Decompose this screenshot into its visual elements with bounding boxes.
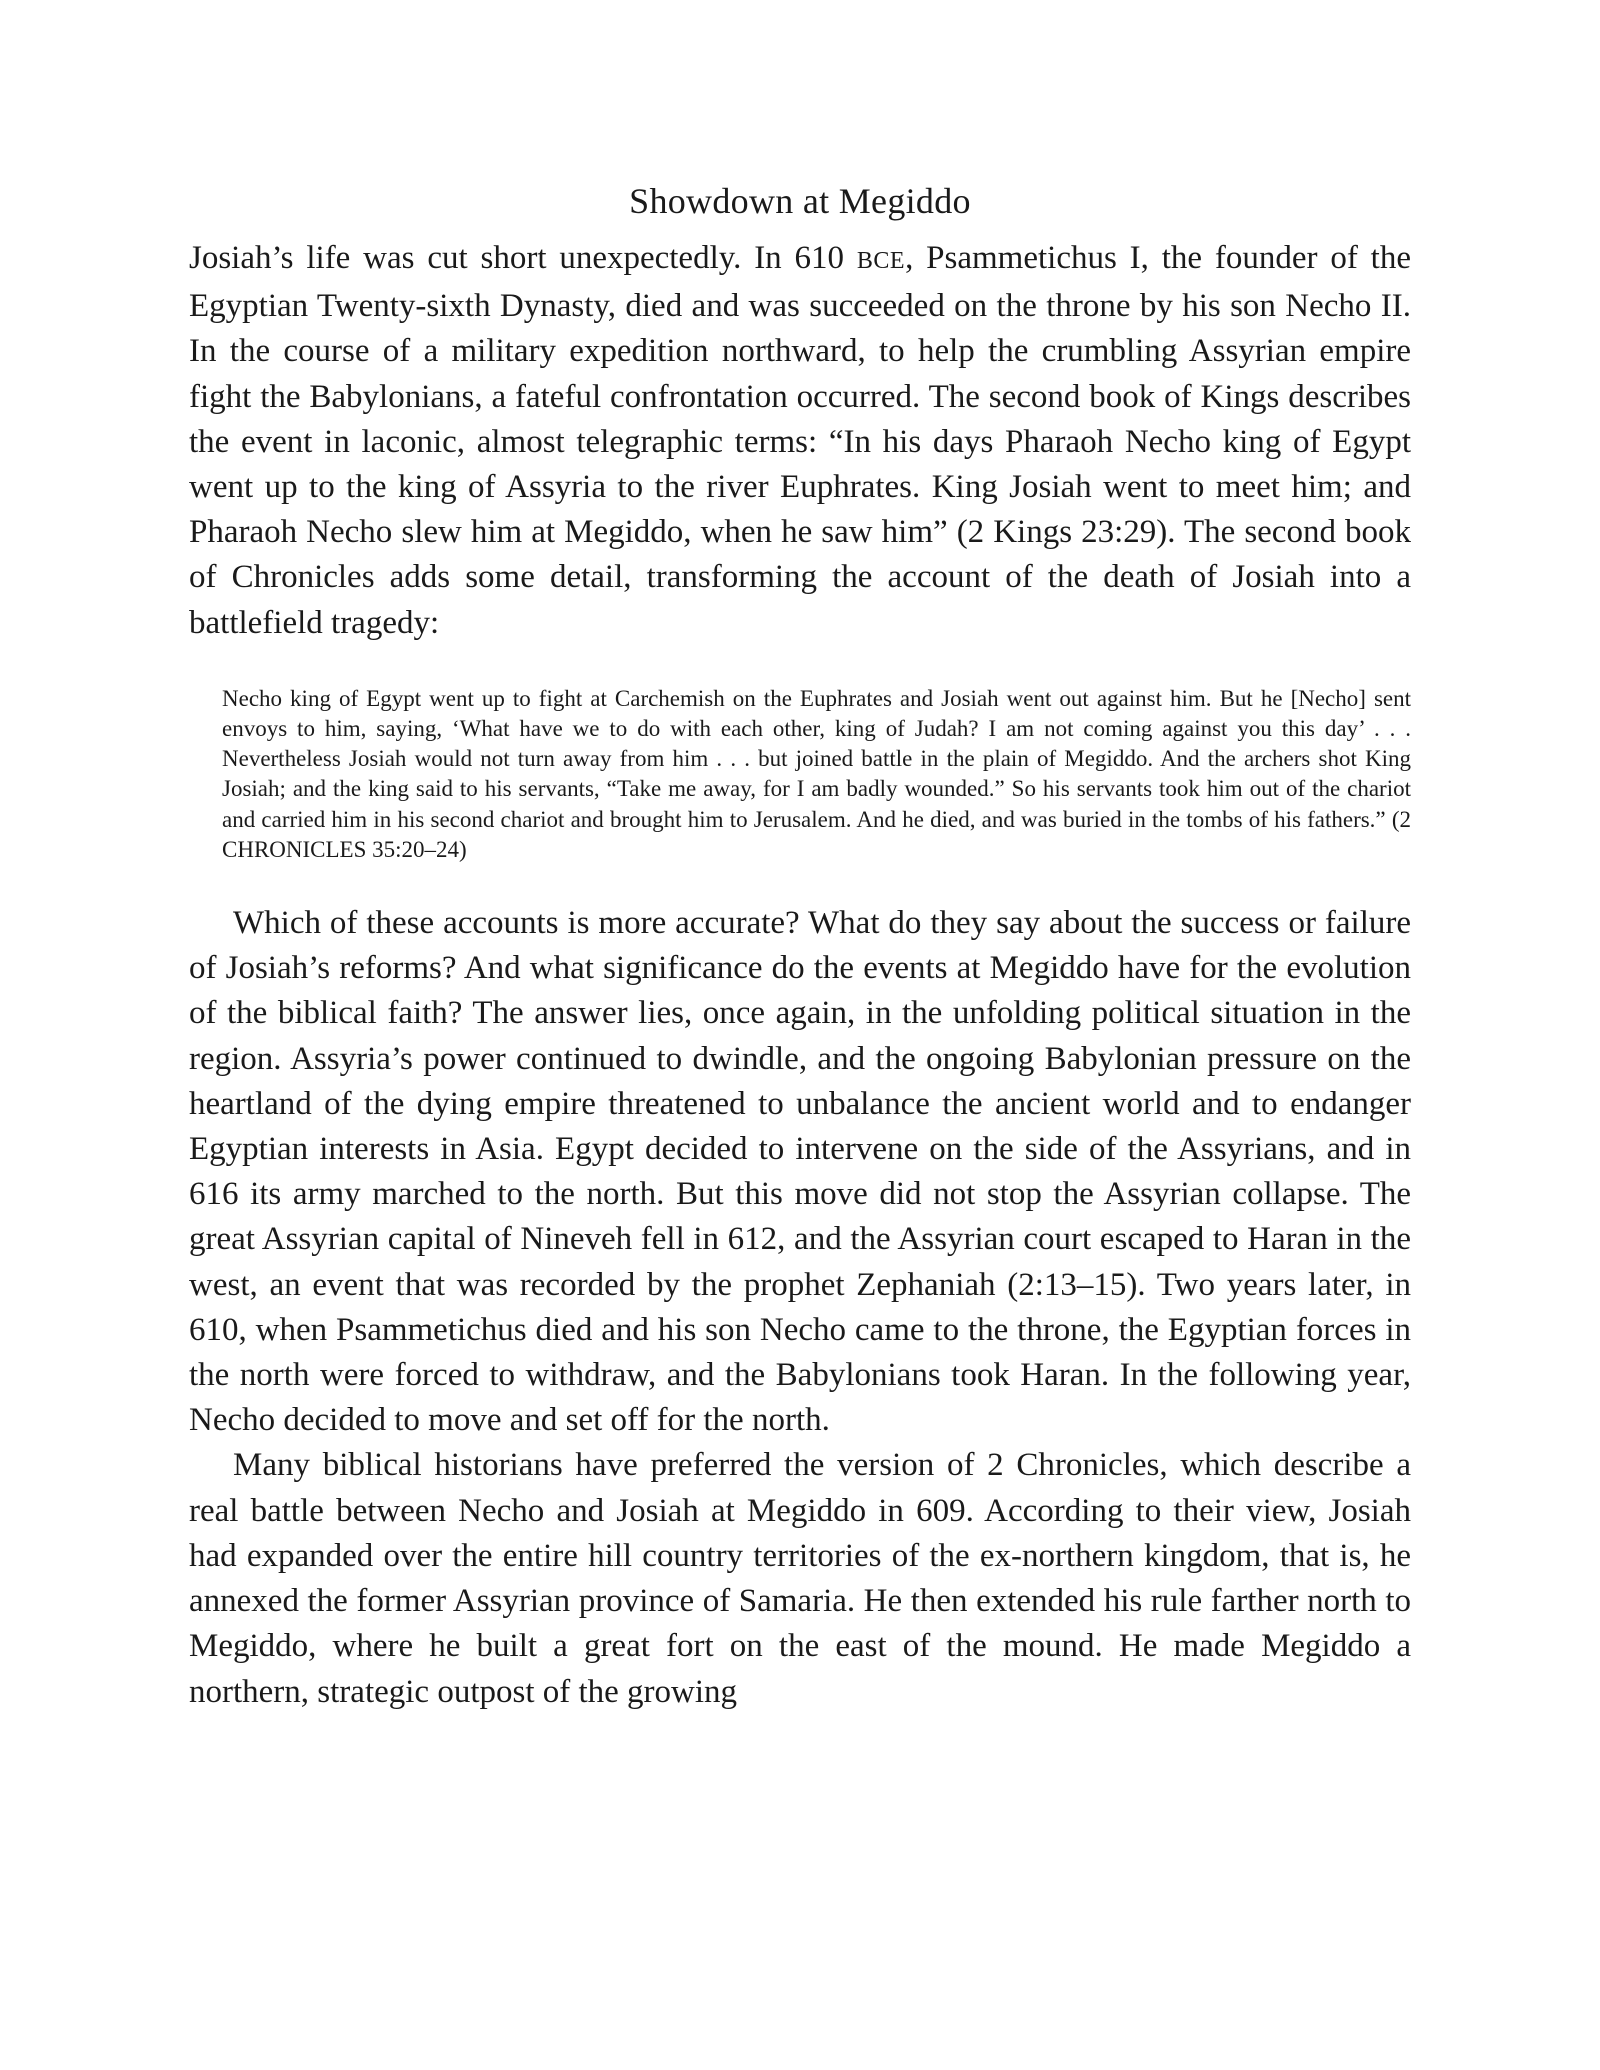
page-content [189, 180, 1411, 1715]
paragraph-3: Many biblical historians have preferred the version of 2 Chronicles, which describe a real battle between Necho and Josiah at Megiddo in 609. According to their view, Josiah had expanded over the entire hill country territories of the ex-northern kingdom, that is, he annexed the former Assyrian province of Samaria. He then extended his rule farther north to Megiddo, where he built a great fort on the east of the mound. He made Megiddo a northern, strategic outpost of the growing [189, 1447, 1411, 1710]
paragraph-1 [189, 236, 1411, 646]
paragraph-2: Which of these accounts is more accurate? What do they say about the success or failure of Josiah’s reforms? And what significance do the events at Megiddo have for the evolution of the biblical faith? The answer lies, once again, in the unfolding political situation in the region. Assyria’s power continued to dwindle, and the ongoing Babylonian pressure on the heartland of the dying empire threatened to unbalance the ancient world and to endanger Egyptian interests in Asia. Egypt decided to intervene on the side of the Assyrians, and in 616 its army marched to the north. But this move did not stop the Assyrian collapse. The great Assyrian capital of Nineveh fell in 612, and the Assyrian court escaped to Haran in the west, an event that was recorded by the prophet Zephaniah (2:13–15). Two years later, in 610, when Psammetichus died and his son Necho came to the throne, the Egyptian forces in the north were forced to withdraw, and the Babylonians took Haran. In the following year, Necho decided to move and set off for the north. [189, 905, 1411, 1439]
section-heading: Showdown at Megiddo [629, 181, 971, 221]
paragraph-1-text-a: Josiah’s life was cut short unexpectedly. In 610 [189, 240, 857, 276]
paragraph-1-text-b: , Psammetichus I, the founder of the Egyptian Twenty-sixth Dynasty, died and was succeeded on the throne by his son Necho II. In the course of a military expedition northward, to help the crumbling Assyrian empire fight the Babylonians, a fateful confrontation occurred. The second book of Kings describes the event in laconic, almost telegraphic terms: “In his days Pharaoh Necho king of Egypt went up to the king of Assyria to the river Euphrates. King Josiah went to meet him; and Pharaoh Necho slew him at Megiddo, when he saw him” (2 Kings 23:29). The second book of Chronicles adds some detail, transforming the account of the death of Josiah into a battlefield tragedy: [189, 240, 1411, 641]
era-abbreviation: BCE [856, 248, 906, 274]
block-quote: Necho king of Egypt went up to fight at Carchemish on the Euphrates and Josiah went out against him. But he [Necho] sent envoys to him, saying, ‘What have we to do with each other, king of Judah? I am not coming against you this day’ . . . Nevertheless Josiah would not turn away from him . . . but joined battle in the plain of Megiddo. And the archers shot King Josiah; and the king said to his servants, “Take me away, for I am badly wounded.” So his servants took him out of the chariot and carried him in his second chariot and brought him to Jerusalem. And he died, and was buried in the tombs of his fathers.” (2 CHRONICLES 35:20–24) [222, 685, 1411, 862]
